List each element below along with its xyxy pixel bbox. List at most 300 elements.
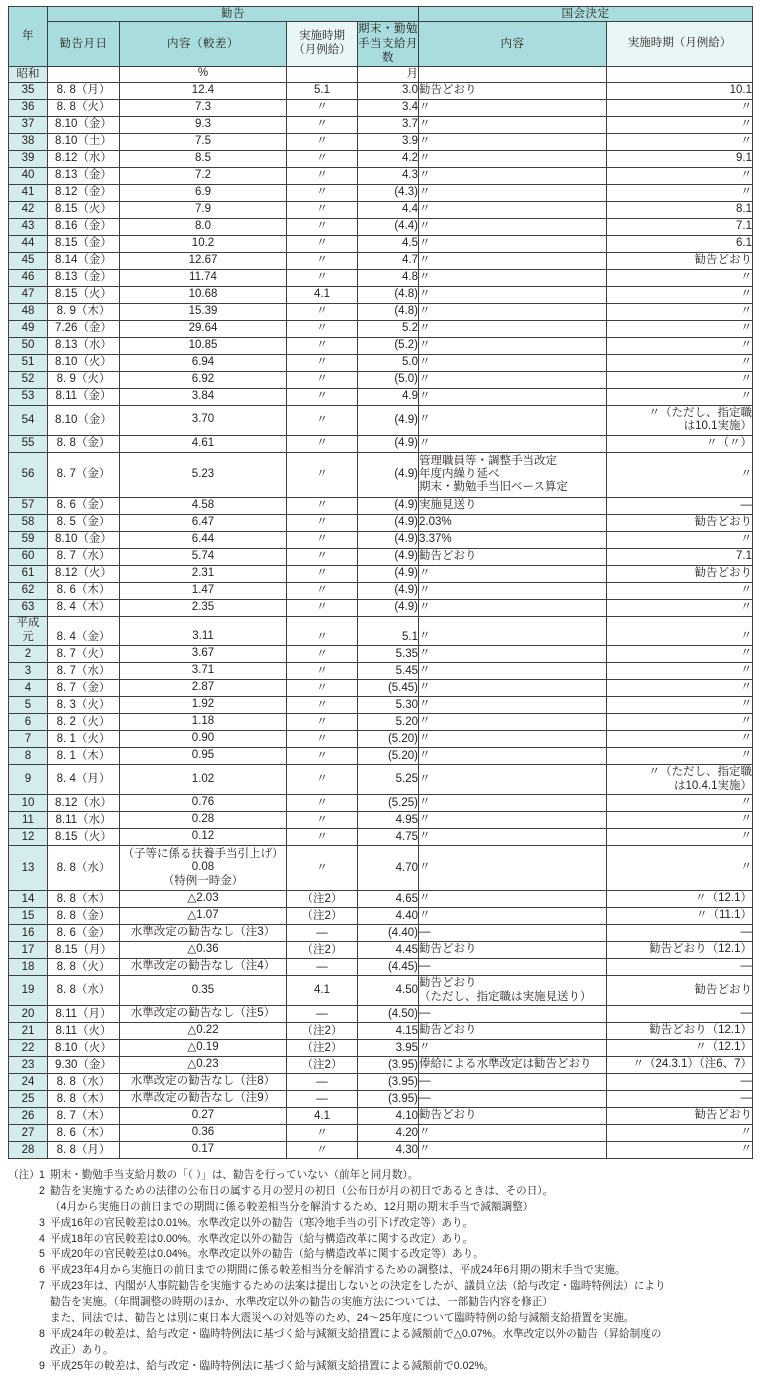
cell-implementation-period: 〃 — [287, 337, 358, 354]
cell-bonus-months: 5.0 — [358, 354, 419, 371]
cell-year: 2 — [9, 646, 48, 663]
table-row — [9, 765, 753, 795]
cell-diet-decision-content: 〃 — [419, 201, 607, 218]
cell-recommendation-date: 7.26（金） — [48, 320, 120, 337]
cell-recommendation-content: 6.44 — [120, 531, 287, 548]
cell-recommendation-content: 水準改定の勧告なし（注5） — [120, 1006, 287, 1023]
cell-year: 58 — [9, 514, 48, 531]
cell-recommendation-content: 1.47 — [120, 582, 287, 599]
cell-diet-decision-content: 〃 — [419, 388, 607, 405]
cell-implementation-period: 〃 — [287, 795, 358, 812]
cell-bonus-months: (4.9) — [358, 405, 419, 435]
footnote-line — [8, 1295, 752, 1311]
cell-recommendation-date: 8. 8（水） — [48, 1074, 120, 1091]
cell-diet-implementation-period: 〃 — [607, 599, 753, 616]
cell-diet-implementation-period: 〃（〃） — [607, 435, 753, 452]
cell-recommendation-date: 8.11（月） — [48, 1006, 120, 1023]
cell-bonus-months: 4.2 — [358, 150, 419, 167]
cell-recommendation-date: 8.10（金） — [48, 531, 120, 548]
table-row — [9, 731, 753, 748]
table-row — [9, 1108, 753, 1125]
cell-year: 17 — [9, 942, 48, 959]
cell-diet-implementation-period: 〃 — [607, 582, 753, 599]
cell-diet-decision-content: 〃 — [419, 269, 607, 286]
footnote-text: 平成24年の較差は、給与改定・臨時特例法に基づく給与減額支給措置による減額前で△0.07%。水準改定以外の勧告（昇給制度の — [50, 1327, 662, 1340]
cell-recommendation-content: 5.74 — [120, 548, 287, 565]
cell-recommendation-date: 8. 8（火） — [48, 959, 120, 976]
cell-diet-decision-content: 〃 — [419, 795, 607, 812]
cell-recommendation-date: 8. 8（水） — [48, 976, 120, 1006]
cell-year: 3 — [9, 663, 48, 680]
cell-year: 5 — [9, 697, 48, 714]
cell-bonus-months: 5.30 — [358, 697, 419, 714]
cell-year: 46 — [9, 269, 48, 286]
units-row — [9, 66, 753, 82]
cell-recommendation-content: 12.4 — [120, 82, 287, 99]
table-row — [9, 252, 753, 269]
cell-year: 6 — [9, 714, 48, 731]
cell-bonus-months: 3.7 — [358, 116, 419, 133]
header-group-kokkai: 国会決定 — [419, 7, 753, 22]
cell-diet-implementation-period: 〃 — [607, 269, 753, 286]
table-row — [9, 116, 753, 133]
table-row — [9, 405, 753, 435]
cell-implementation-period: 〃 — [287, 388, 358, 405]
cell-recommendation-content: 水準改定の勧告なし（注8） — [120, 1074, 287, 1091]
cell-implementation-period: 〃 — [287, 1125, 358, 1142]
cell-year: 20 — [9, 1006, 48, 1023]
cell-diet-implementation-period: 〃 — [607, 116, 753, 133]
cell-implementation-period: — — [287, 1091, 358, 1108]
cell-diet-decision-content: 管理職員等・調整手当改定 年度内繰り延べ 期末・勤勉手当旧ベース算定 — [419, 452, 607, 497]
cell-implementation-period: 〃 — [287, 829, 358, 846]
era-divider-cell — [287, 616, 358, 629]
cell-recommendation-date: 8. 7（水） — [48, 663, 120, 680]
unit-month: 月 — [358, 66, 419, 82]
cell-bonus-months: (4.9) — [358, 582, 419, 599]
era-divider-cell — [358, 616, 419, 629]
cell-year: 59 — [9, 531, 48, 548]
cell-year: 52 — [9, 371, 48, 388]
cell-implementation-period: 〃 — [287, 582, 358, 599]
cell-recommendation-content: 4.61 — [120, 435, 287, 452]
cell-diet-decision-content: 〃 — [419, 891, 607, 908]
cell-diet-implementation-period: — — [607, 1091, 753, 1108]
cell-year: 21 — [9, 1023, 48, 1040]
cell-implementation-period: 〃 — [287, 646, 358, 663]
cell-diet-implementation-period: 勧告どおり — [607, 514, 753, 531]
cell-implementation-period: — — [287, 1006, 358, 1023]
footnote-number: 8 — [39, 1327, 45, 1340]
cell-year: 15 — [9, 908, 48, 925]
cell-implementation-period: 〃 — [287, 167, 358, 184]
footnote-line — [8, 1184, 752, 1200]
cell-recommendation-date: 8.10（土） — [48, 133, 120, 150]
cell-diet-implementation-period: 7.1 — [607, 548, 753, 565]
cell-bonus-months: (4.9) — [358, 531, 419, 548]
footnote-text: 平成23年は、内閣が人事院勧告を実施するための法案は提出しないとの決定をしたが、議員立法（給与改定・臨時特例法）により — [50, 1280, 666, 1293]
table-row — [9, 150, 753, 167]
cell-diet-decision-content: — — [419, 959, 607, 976]
cell-implementation-period: 〃 — [287, 371, 358, 388]
table-row — [9, 99, 753, 116]
cell-year: 14 — [9, 891, 48, 908]
cell-bonus-months: (4.40) — [358, 925, 419, 942]
units-date-blank — [48, 66, 120, 82]
footnote-line — [8, 1359, 752, 1375]
cell-bonus-months: 4.5 — [358, 235, 419, 252]
cell-implementation-period: 〃 — [287, 714, 358, 731]
cell-year: 47 — [9, 286, 48, 303]
cell-recommendation-date: 8.11（火） — [48, 1023, 120, 1040]
header-kimatsu-line1: 期末・勤勉 — [358, 23, 418, 36]
cell-diet-decision-content: 〃 — [419, 565, 607, 582]
cell-year: 13 — [9, 846, 48, 891]
cell-recommendation-content: 0.28 — [120, 812, 287, 829]
cell-implementation-period: — — [287, 925, 358, 942]
cell-implementation-period: 〃 — [287, 629, 358, 646]
cell-recommendation-content: 水準改定の勧告なし（注4） — [120, 959, 287, 976]
cell-diet-decision-content: 〃 — [419, 303, 607, 320]
cell-implementation-period: 〃 — [287, 269, 358, 286]
era-divider-cell — [48, 616, 120, 629]
cell-recommendation-content: 0.90 — [120, 731, 287, 748]
cell-bonus-months: (4.50) — [358, 1006, 419, 1023]
footnote-text: 平成20年の官民較差は0.04%。水準改定以外の勧告（給与構造改革に関する改定等）あり。 — [50, 1248, 484, 1261]
cell-recommendation-date: 8.15（火） — [48, 201, 120, 218]
table-row — [9, 829, 753, 846]
cell-diet-decision-content: 〃 — [419, 167, 607, 184]
cell-diet-decision-content: 〃 — [419, 133, 607, 150]
cell-bonus-months: 4.30 — [358, 1142, 419, 1159]
cell-bonus-months: 4.40 — [358, 908, 419, 925]
cell-recommendation-content: 0.27 — [120, 1108, 287, 1125]
cell-implementation-period: 〃 — [287, 252, 358, 269]
cell-diet-implementation-period: 8.1 — [607, 201, 753, 218]
table-row — [9, 891, 753, 908]
table-row — [9, 82, 753, 99]
cell-diet-implementation-period: 〃 — [607, 748, 753, 765]
header-kokkai-jiki: 実施時期（月例給） — [607, 22, 753, 66]
footnote-number: 2 — [39, 1184, 45, 1197]
cell-bonus-months: 4.4 — [358, 201, 419, 218]
cell-recommendation-content: △2.03 — [120, 891, 287, 908]
cell-diet-implementation-period: 〃 — [607, 452, 753, 497]
table-row — [9, 167, 753, 184]
footnote-text: 勧告を実施するための法律の公布日の属する月の翌月の初日（公布日が月の初日であるときは、その日）。 — [50, 1184, 554, 1197]
cell-year: 28 — [9, 1142, 48, 1159]
cell-diet-implementation-period: 〃 — [607, 731, 753, 748]
cell-recommendation-content: 5.23 — [120, 452, 287, 497]
table-row — [9, 269, 753, 286]
cell-diet-decision-content: 〃 — [419, 218, 607, 235]
header-kokkai-content: 内容 — [419, 22, 607, 66]
cell-diet-decision-content: 〃 — [419, 286, 607, 303]
table-row — [9, 663, 753, 680]
header-kankoku-date: 勧告月日 — [48, 22, 120, 66]
cell-year: 12 — [9, 829, 48, 846]
table-row — [9, 388, 753, 405]
cell-bonus-months: (4.9) — [358, 497, 419, 514]
footnote-line — [8, 1247, 752, 1263]
cell-implementation-period: 〃 — [287, 697, 358, 714]
cell-recommendation-date: 8.15（月） — [48, 942, 120, 959]
era-divider-row — [9, 616, 753, 629]
cell-bonus-months: (3.95) — [358, 1074, 419, 1091]
cell-recommendation-content: △0.23 — [120, 1057, 287, 1074]
cell-bonus-months: 4.50 — [358, 976, 419, 1006]
table-row — [9, 133, 753, 150]
cell-diet-decision-content: 〃 — [419, 354, 607, 371]
footnote-text: 改正）あり。 — [50, 1343, 114, 1356]
cell-implementation-period: 〃 — [287, 116, 358, 133]
footnote-number: 4 — [39, 1232, 45, 1245]
cell-diet-implementation-period: 〃（24.3.1）（注6、7） — [607, 1057, 753, 1074]
cell-implementation-period: 〃 — [287, 452, 358, 497]
table-row — [9, 599, 753, 616]
table-row — [9, 942, 753, 959]
cell-bonus-months: (4.9) — [358, 548, 419, 565]
cell-recommendation-date: 8. 6（金） — [48, 925, 120, 942]
cell-diet-decision-content: 〃 — [419, 697, 607, 714]
cell-implementation-period: 〃 — [287, 748, 358, 765]
table-row — [9, 697, 753, 714]
cell-diet-decision-content: 〃 — [419, 829, 607, 846]
cell-year: 元 — [9, 629, 48, 646]
cell-bonus-months: 5.1 — [358, 629, 419, 646]
cell-diet-decision-content: 〃 — [419, 731, 607, 748]
footnote-text: 勧告を実施。（年間調整の時期のほか、水準改定以外の勧告の実施方法については、一部勧告内容を修正） — [50, 1296, 553, 1309]
cell-implementation-period: — — [287, 1074, 358, 1091]
cell-year: 61 — [9, 565, 48, 582]
cell-diet-decision-content: 〃 — [419, 337, 607, 354]
cell-recommendation-date: 8.14（金） — [48, 252, 120, 269]
header-year: 年 — [9, 7, 48, 67]
cell-bonus-months: (4.8) — [358, 303, 419, 320]
cell-year: 26 — [9, 1108, 48, 1125]
cell-year: 36 — [9, 99, 48, 116]
cell-diet-decision-content: 3.37% — [419, 531, 607, 548]
era-divider-cell — [419, 616, 607, 629]
cell-bonus-months: 5.35 — [358, 646, 419, 663]
cell-year: 43 — [9, 218, 48, 235]
cell-diet-decision-content: 勧告どおり — [419, 82, 607, 99]
cell-diet-decision-content: 〃 — [419, 320, 607, 337]
cell-bonus-months: (4.9) — [358, 514, 419, 531]
footnote-line — [8, 1168, 752, 1184]
cell-recommendation-content: △1.07 — [120, 908, 287, 925]
cell-recommendation-date: 8. 7（金） — [48, 452, 120, 497]
cell-implementation-period: 〃 — [287, 99, 358, 116]
cell-implementation-period: 〃 — [287, 812, 358, 829]
cell-year: 4 — [9, 680, 48, 697]
cell-bonus-months: (4.8) — [358, 286, 419, 303]
salary-recommendation-table — [8, 6, 753, 1159]
footnote-line — [8, 1279, 752, 1295]
cell-year: 50 — [9, 337, 48, 354]
cell-diet-implementation-period: 〃 — [607, 167, 753, 184]
cell-recommendation-date: 8. 6（木） — [48, 582, 120, 599]
cell-diet-decision-content: 2.03% — [419, 514, 607, 531]
cell-implementation-period: 〃 — [287, 1142, 358, 1159]
cell-recommendation-content: 7.2 — [120, 167, 287, 184]
cell-bonus-months: (4.45) — [358, 959, 419, 976]
cell-recommendation-date: 8. 8（火） — [48, 99, 120, 116]
cell-recommendation-date: 8.11（金） — [48, 388, 120, 405]
cell-year: 56 — [9, 452, 48, 497]
cell-bonus-months: 5.2 — [358, 320, 419, 337]
footnote-text: また、同法では、勧告とは別に東日本大震災への対処等のため、24〜25年度について臨時特例の給与減額支給措置を実施。 — [50, 1312, 635, 1325]
header-kankoku-jiki-line1: 実施時期 — [299, 30, 345, 43]
table-row — [9, 235, 753, 252]
cell-year: 60 — [9, 548, 48, 565]
cell-recommendation-date: 8. 8（月） — [48, 1142, 120, 1159]
cell-diet-implementation-period: 〃 — [607, 680, 753, 697]
cell-recommendation-date: 8. 8（水） — [48, 846, 120, 891]
cell-year: 39 — [9, 150, 48, 167]
footnote-line — [8, 1311, 752, 1327]
footnote-line — [8, 1232, 752, 1248]
cell-diet-implementation-period: — — [607, 497, 753, 514]
cell-bonus-months: 4.7 — [358, 252, 419, 269]
cell-diet-implementation-period: 〃（12.1） — [607, 891, 753, 908]
table-row — [9, 565, 753, 582]
cell-implementation-period: 〃 — [287, 599, 358, 616]
footnote-line — [8, 1200, 752, 1216]
cell-recommendation-content: 水準改定の勧告なし（注3） — [120, 925, 287, 942]
cell-diet-decision-content: 〃 — [419, 435, 607, 452]
cell-recommendation-content: 6.47 — [120, 514, 287, 531]
cell-bonus-months: (3.95) — [358, 1057, 419, 1074]
table-row — [9, 582, 753, 599]
cell-recommendation-content: 3.67 — [120, 646, 287, 663]
cell-year: 25 — [9, 1091, 48, 1108]
cell-implementation-period: 4.1 — [287, 286, 358, 303]
cell-diet-implementation-period: 勧告どおり — [607, 976, 753, 1006]
cell-bonus-months: 5.25 — [358, 765, 419, 795]
cell-diet-decision-content: 勧告どおり — [419, 548, 607, 565]
cell-recommendation-content: 10.85 — [120, 337, 287, 354]
footnote-text: 平成25年の較差は、給与改定・臨時特例法に基づく給与減額支給措置による減額前で0.02%。 — [50, 1359, 495, 1372]
cell-recommendation-date: 8.10（金） — [48, 116, 120, 133]
cell-diet-implementation-period: 〃 — [607, 846, 753, 891]
cell-bonus-months: 3.0 — [358, 82, 419, 99]
cell-recommendation-date: 8. 2（火） — [48, 714, 120, 731]
header-kankoku-jiki-line2: （月例給） — [293, 43, 351, 56]
cell-diet-implementation-period: 〃 — [607, 1125, 753, 1142]
cell-recommendation-content: 9.3 — [120, 116, 287, 133]
cell-diet-implementation-period: 〃 — [607, 531, 753, 548]
cell-diet-implementation-period: 〃 — [607, 354, 753, 371]
cell-diet-decision-content: 〃 — [419, 1040, 607, 1057]
era-divider-cell — [607, 616, 753, 629]
cell-recommendation-date: 8.10（火） — [48, 1040, 120, 1057]
cell-diet-implementation-period: 〃（ただし、指定職 は10.4.1実施） — [607, 765, 753, 795]
cell-diet-decision-content: 〃 — [419, 714, 607, 731]
table-row — [9, 846, 753, 891]
cell-diet-implementation-period: 〃 — [607, 184, 753, 201]
footnote-number: 5 — [39, 1248, 45, 1261]
cell-implementation-period: （注2） — [287, 1057, 358, 1074]
cell-diet-implementation-period: 勧告どおり（12.1） — [607, 1023, 753, 1040]
cell-recommendation-date: 8. 6（木） — [48, 1125, 120, 1142]
cell-recommendation-content: 2.35 — [120, 599, 287, 616]
cell-diet-decision-content: — — [419, 925, 607, 942]
cell-year: 37 — [9, 116, 48, 133]
era-divider-cell — [120, 616, 287, 629]
cell-implementation-period: 〃 — [287, 680, 358, 697]
cell-implementation-period: 〃 — [287, 731, 358, 748]
cell-recommendation-content: 0.35 — [120, 976, 287, 1006]
cell-diet-implementation-period: 勧告どおり — [607, 565, 753, 582]
cell-year: 49 — [9, 320, 48, 337]
cell-diet-decision-content: 勧告どおり （ただし、指定職は実施見送り） — [419, 976, 607, 1006]
cell-diet-implementation-period: — — [607, 1074, 753, 1091]
cell-recommendation-date: 9.30（金） — [48, 1057, 120, 1074]
cell-recommendation-date: 8. 4（月） — [48, 765, 120, 795]
cell-implementation-period: 4.1 — [287, 1108, 358, 1125]
cell-diet-implementation-period: 6.1 — [607, 235, 753, 252]
cell-diet-decision-content: 〃 — [419, 184, 607, 201]
cell-recommendation-content: 15.39 — [120, 303, 287, 320]
cell-recommendation-content: 3.70 — [120, 405, 287, 435]
cell-recommendation-date: 8.13（金） — [48, 269, 120, 286]
cell-diet-decision-content: 〃 — [419, 663, 607, 680]
cell-recommendation-content: △0.19 — [120, 1040, 287, 1057]
cell-implementation-period: （注2） — [287, 1023, 358, 1040]
cell-recommendation-content: 0.12 — [120, 829, 287, 846]
cell-bonus-months: 4.70 — [358, 846, 419, 891]
cell-year: 40 — [9, 167, 48, 184]
cell-diet-implementation-period: 〃 — [607, 303, 753, 320]
table-row — [9, 976, 753, 1006]
cell-bonus-months: (5.45) — [358, 680, 419, 697]
cell-recommendation-content: 10.2 — [120, 235, 287, 252]
footnote-text: 期末・勤勉手当支給月数の「（ ）」は、勧告を行っていない（前年と同月数）。 — [50, 1169, 419, 1181]
cell-diet-implementation-period: 〃 — [607, 795, 753, 812]
cell-diet-implementation-period: — — [607, 959, 753, 976]
table-row — [9, 1142, 753, 1159]
cell-recommendation-content: 2.31 — [120, 565, 287, 582]
cell-implementation-period: 〃 — [287, 218, 358, 235]
table-row — [9, 908, 753, 925]
cell-year: 22 — [9, 1040, 48, 1057]
cell-recommendation-date: 8. 7（火） — [48, 646, 120, 663]
cell-implementation-period: 4.1 — [287, 976, 358, 1006]
cell-implementation-period: 〃 — [287, 354, 358, 371]
cell-year: 18 — [9, 959, 48, 976]
cell-recommendation-content: 0.17 — [120, 1142, 287, 1159]
table-row — [9, 184, 753, 201]
table-row — [9, 812, 753, 829]
table-row — [9, 646, 753, 663]
cell-diet-implementation-period: 〃（12.1） — [607, 1040, 753, 1057]
cell-year: 38 — [9, 133, 48, 150]
cell-diet-implementation-period: 〃 — [607, 371, 753, 388]
header-kankoku-jiki — [287, 22, 358, 66]
cell-diet-implementation-period: 7.1 — [607, 218, 753, 235]
cell-bonus-months: 3.95 — [358, 1040, 419, 1057]
cell-recommendation-date: 8. 7（水） — [48, 548, 120, 565]
cell-bonus-months: (4.9) — [358, 452, 419, 497]
cell-bonus-months: 4.65 — [358, 891, 419, 908]
table-row — [9, 795, 753, 812]
cell-year: 19 — [9, 976, 48, 1006]
cell-recommendation-date: 8. 4（木） — [48, 599, 120, 616]
table-row — [9, 1125, 753, 1142]
cell-year: 9 — [9, 765, 48, 795]
cell-recommendation-date: 8.12（金） — [48, 184, 120, 201]
